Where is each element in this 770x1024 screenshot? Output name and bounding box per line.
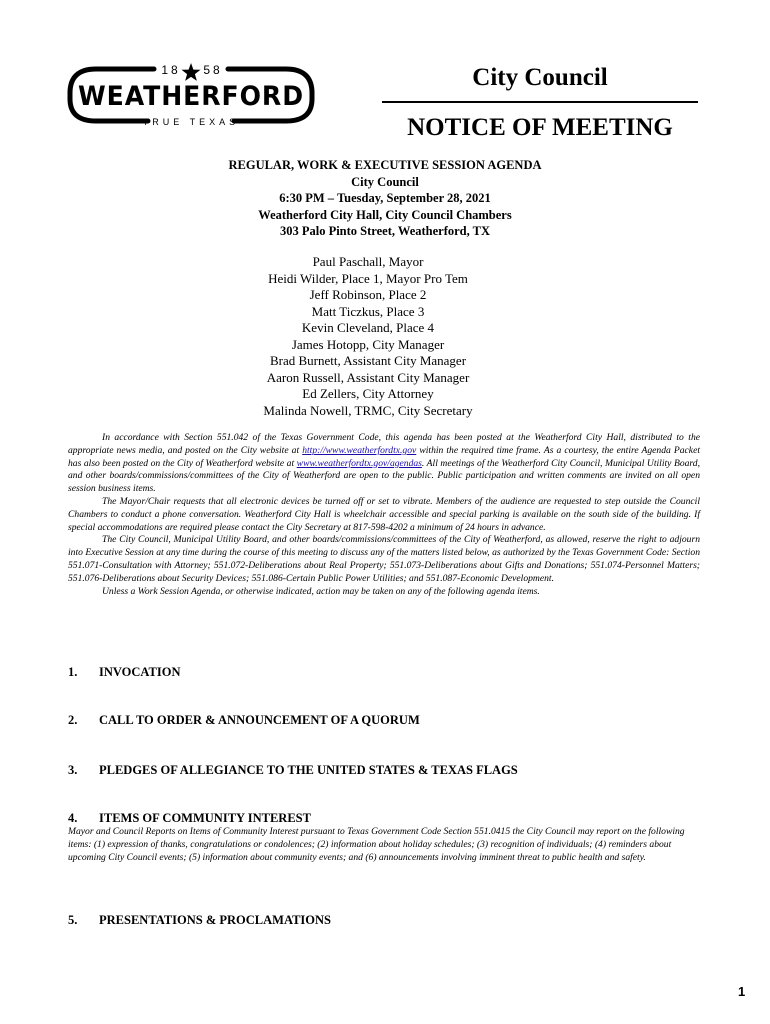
official-entry: Matt Ticzkus, Place 3 <box>311 303 425 319</box>
agenda-item-description: Mayor and Council Reports on Items of Community Interest pursuant to Texas Government Code Section 551.0415 the City Council may report on the following items: (1) expression of thanks, congratulations or condolences; (2) information about holiday schedules; (3) recognition of individuals; (4) reminders about upcoming City Council events; (5) information about community events; and (6) announcements involving imminent threat to public health and safety. <box>68 826 685 863</box>
agenda-item-number: 1. <box>68 665 78 679</box>
logo-tagline: TRUE TEXAS <box>142 117 240 127</box>
official-entry: Jeff Robinson, Place 2 <box>309 287 427 302</box>
weatherford-logo <box>66 55 316 135</box>
agenda-item-call-to-order <box>68 713 420 728</box>
notice-text-part: . All meetings of the Weatherford City Council, Municipal Utility Board, and other boards/commissions/committees of the City of Weatherford are open to the public. Public participation and written comments are invited on all open session business items. <box>68 457 701 495</box>
agenda-item-presentations <box>68 913 331 928</box>
agenda-datetime: 6:30 PM – Tuesday, September 28, 2021 <box>279 191 491 205</box>
agenda-location: Weatherford City Hall, City Council Chambers <box>258 207 512 222</box>
page-number: 1 <box>738 984 746 999</box>
logo-year-right: 58 <box>203 63 223 77</box>
agenda-item-title: PLEDGES OF ALLEGIANCE TO THE UNITED STATES & TEXAS FLAGS <box>99 763 518 777</box>
agenda-body: City Council <box>351 174 419 189</box>
agendas-link[interactable]: www.weatherfordtx.gov/agendas <box>296 457 422 469</box>
logo-badge-icon <box>66 55 316 135</box>
notice-text-part: In accordance with Section 551.042 of the Texas Government Code, this agenda has been posted at the Weatherford City Hall, distributed to the appropriate news media, and posted on the City website at <box>68 432 700 456</box>
logo-year-left: 18 <box>161 63 181 77</box>
agenda-item-title: CALL TO ORDER & ANNOUNCEMENT OF A QUORUM <box>99 713 420 727</box>
notice-text-part: within the required time frame. As a courtesy, the entire Agenda Packet has also been posted on the City of Weatherford website at <box>68 444 700 469</box>
notice-heading: NOTICE OF MEETING <box>407 114 673 141</box>
notice-paragraph-devices: The Mayor/Chair requests that all electronic devices be turned off or set to vibrate. Members of the audience are requested to step outside the Council Chambers to conduct a phone conversation. Weatherford City Hall is wheelchair accessible and special parking is available on the south side of the building. If special accommodations are required please contact the City Secretary at 817-598-4202 a minimum of 24 hours in advance. <box>68 495 700 533</box>
title-divider <box>382 101 698 103</box>
texas-star-icon <box>182 63 201 81</box>
agenda-item-number: 2. <box>68 713 78 727</box>
agenda-item-number: 3. <box>68 763 78 777</box>
agenda-item-invocation <box>68 665 180 680</box>
official-entry: Brad Burnett, Assistant City Manager <box>269 353 467 368</box>
notice-paragraph-posting <box>68 432 700 496</box>
official-entry: Paul Paschall, Mayor <box>312 254 424 269</box>
agenda-address: 303 Palo Pinto Street, Weatherford, TX <box>279 224 491 238</box>
agenda-item-title: ITEMS OF COMMUNITY INTEREST <box>99 811 311 825</box>
official-entry: Kevin Cleveland, Place 4 <box>301 320 435 335</box>
official-entry: Malinda Nowell, TRMC, City Secretary <box>263 402 473 418</box>
official-entry: Ed Zellers, City Attorney <box>302 386 434 401</box>
agenda-heading <box>0 157 770 240</box>
logo-name: WEATHERFORD <box>78 81 304 112</box>
notice-text <box>68 432 700 598</box>
agenda-item-title: INVOCATION <box>99 665 181 679</box>
agenda-item-number: 5. <box>68 913 78 927</box>
official-entry: Aaron Russell, Assistant City Manager <box>266 369 470 385</box>
notice-paragraph-executive: The City Council, Municipal Utility Board, and other boards/commissions/committees of the City of Weatherford, as allowed, reserve the right to adjourn into Executive Session at any time during the course of this meeting to discuss any of the matters listed below, as authorized by the Texas Government Code: Section 551.071-Consultation with Attorney; 551.072-Deliberations about Real Property; 551.073-Deliberations about Gifts and Donations; 551.074-Personnel Matters; 551.076-Deliberations about Security Devices; 551.086-Certain Public Power Utilities; and 551.087-Economic Development. <box>68 534 700 584</box>
city-website-link[interactable]: http://www.weatherfordtx.gov <box>302 444 417 456</box>
official-entry: James Hotopp, City Manager <box>291 336 445 352</box>
agenda-item-number: 4. <box>68 811 78 825</box>
agenda-item-title: PRESENTATIONS & PROCLAMATIONS <box>99 913 331 927</box>
agenda-type: REGULAR, WORK & EXECUTIVE SESSION AGENDA <box>228 158 542 172</box>
agenda-item-community-interest <box>68 811 311 826</box>
page-title: City Council <box>472 64 608 91</box>
official-entry: Heidi Wilder, Place 1, Mayor Pro Tem <box>268 270 468 286</box>
notice-paragraph-action: Unless a Work Session Agenda, or otherwise indicated, action may be taken on any of the following agenda items. <box>102 585 540 597</box>
agenda-item-pledges <box>68 763 518 778</box>
officials-list <box>0 254 736 419</box>
